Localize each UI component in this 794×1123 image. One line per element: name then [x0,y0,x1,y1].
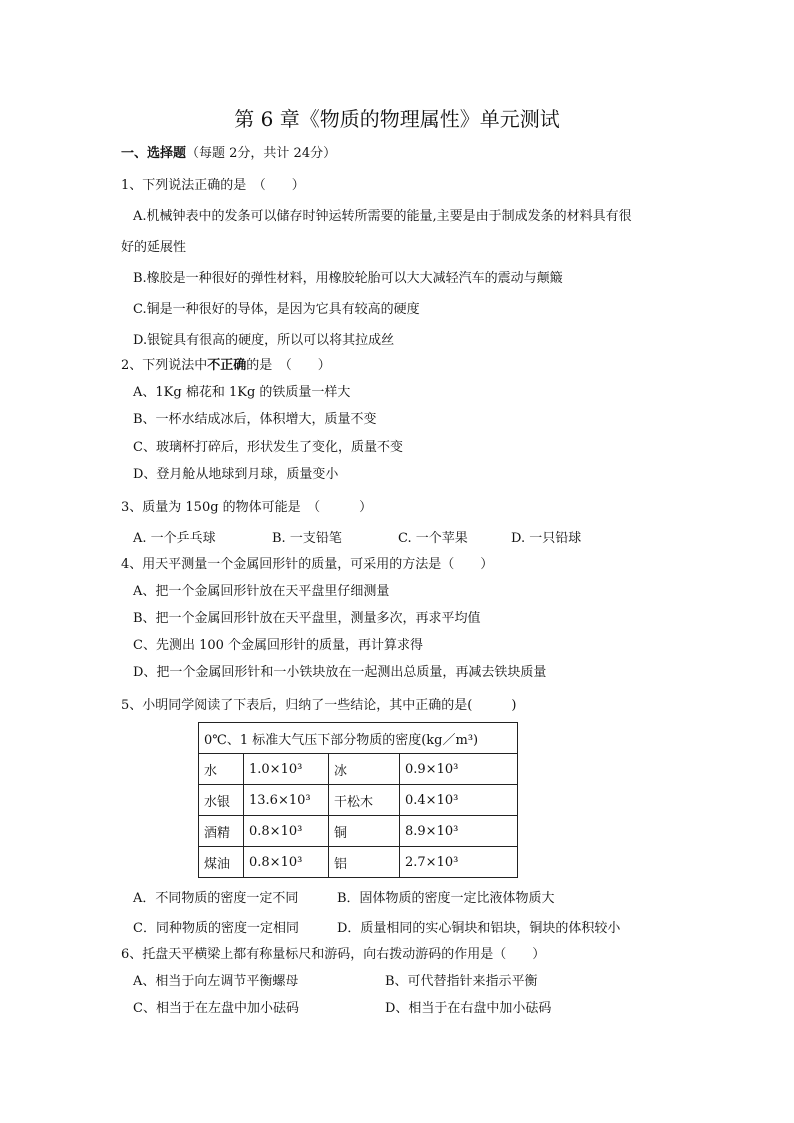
q5-option-a: A．不同物质的密度一定不同 [133,891,299,906]
q6-option-a: A、相当于向左调节平衡螺母 [133,974,299,989]
table-cell: 0.8×10³ [244,816,329,847]
q4-option-c: C、先测出 100 个金属回形针的质量，再计算求得 [133,638,424,653]
table-cell: 2.7×10³ [400,847,518,878]
q5-option-b: B．固体物质的密度一定比液体物质大 [337,891,555,906]
table-cell: 8.9×10³ [400,816,518,847]
q2-stem-emphasis: 不正确 [207,358,247,373]
q1-option-a: A.机械钟表中的发条可以储存时钟运转所需要的能量,主要是由于制成发条的材料具有很 [133,209,632,224]
q1-option-d: D.银锭具有很高的硬度，所以可以将其拉成丝 [133,333,395,348]
q2-option-c: C、玻璃杯打碎后，形状发生了变化，质量不变 [133,440,403,455]
table-cell: 1.0×10³ [244,754,329,785]
section-heading [121,146,336,162]
table-cell: 0.9×10³ [400,754,518,785]
table-cell: 煤油 [199,847,244,878]
q4-option-b: B、把一个金属回形针放在天平盘里，测量多次，再求平均值 [133,611,481,626]
q2-stem-pre: 2、下列说法中 [121,358,208,373]
section-note: （每题 2分，共计 24分） [186,146,337,161]
q3-option-a: A. 一个乒乓球 [133,531,216,546]
q6-stem: 6、托盘天平横梁上都有称量标尺和游码，向右拨动游码的作用是（ ） [121,947,546,962]
q4-stem: 4、用天平测量一个金属回形针的质量，可采用的方法是（ ） [121,557,494,572]
q6-option-c: C、相当于在左盘中加小砝码 [133,1001,299,1016]
section-label: 一、选择题 [121,146,187,161]
table-cell: 铝 [329,847,400,878]
table-row [199,785,518,816]
q2-stem [121,358,331,374]
q3-stem: 3、质量为 150g 的物体可能是 （ ） [121,500,373,515]
table-cell: 0.8×10³ [244,847,329,878]
q5-stem: 5、小明同学阅读了下表后，归纳了一些结论，其中正确的是( ) [121,698,517,713]
table-cell: 酒精 [199,816,244,847]
q2-option-d: D、登月舱从地球到月球，质量变小 [133,467,339,482]
page-title: 第 6 章《物质的物理属性》单元测试 [234,107,560,131]
table-cell: 冰 [329,754,400,785]
table-row [199,754,518,785]
q1-option-a-cont: 好的延展性 [121,240,187,255]
q2-stem-post: 的是 （ ） [246,358,331,373]
q6-option-d: D、相当于在右盘中加小砝码 [385,1001,552,1016]
table-cell: 水银 [199,785,244,816]
q1-option-c: C.铜是一种很好的导体，是因为它具有较高的硬度 [133,302,420,317]
q3-option-c: C. 一个苹果 [398,531,468,546]
table-cell: 13.6×10³ [244,785,329,816]
density-table [198,722,518,878]
q1-option-b: B.橡胶是一种很好的弹性材料，用橡胶轮胎可以大大减轻汽车的震动与颠簸 [133,271,563,286]
q4-option-a: A、把一个金属回形针放在天平盘里仔细测量 [133,584,390,599]
q6-option-b: B、可代替指针来指示平衡 [385,974,538,989]
table-cell: 铜 [329,816,400,847]
q5-option-d: D．质量相同的实心铜块和铝块，铜块的体积较小 [337,921,621,936]
table-caption: 0℃、1 标准大气压下部分物质的密度(kg／m³) [199,723,518,754]
q3-option-d: D. 一只铅球 [511,531,582,546]
table-row [199,816,518,847]
table-caption-row [199,723,518,754]
table-cell: 0.4×10³ [400,785,518,816]
table-row [199,847,518,878]
q5-option-c: C．同种物质的密度一定相同 [133,921,299,936]
q3-option-b: B. 一支铅笔 [272,531,342,546]
table-cell: 水 [199,754,244,785]
table-cell: 干松木 [329,785,400,816]
q1-stem: 1、下列说法正确的是 （ ） [121,178,305,193]
q2-option-b: B、一杯水结成冰后，体积增大，质量不变 [133,412,377,427]
q2-option-a: A、1Kg 棉花和 1Kg 的铁质量一样大 [133,385,351,400]
q4-option-d: D、把一个金属回形针和一小铁块放在一起测出总质量，再减去铁块质量 [133,665,547,680]
